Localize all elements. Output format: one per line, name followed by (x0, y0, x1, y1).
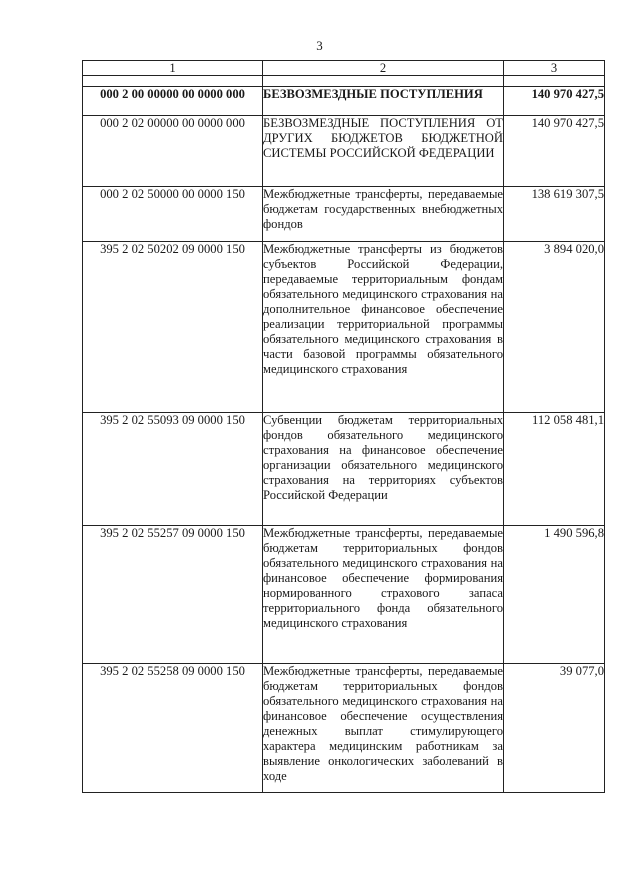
budget-code: 000 2 00 00000 00 0000 000 (83, 87, 263, 116)
revenue-name-text: Межбюджетные трансферты, передаваемые бюджетам территориальных фондов обязательного медицинского страхования на финансовое обеспечение осуществления денежных выплат стимулирующего характера медицинским работникам за выявление онкологических заболеваний в ходе (263, 664, 503, 783)
revenue-sum: 112 058 481,1 (504, 413, 605, 526)
revenue-name (263, 664, 504, 793)
table-row (83, 187, 605, 242)
revenue-name: Межбюджетные трансферты из бюджетов субъектов Российской Федерации, передаваемые территориальным фондам обязательного медицинского страхования на дополнительное финансовое обеспечение реализации территориальной программы обязательного медицинского страхования в части базовой программы обязательного медицинского страхования (263, 242, 504, 413)
budget-code: 395 2 02 50202 09 0000 150 (83, 242, 263, 413)
table-row (83, 116, 605, 187)
table-row (83, 413, 605, 526)
table-spacer-row (83, 76, 605, 87)
table-row (83, 526, 605, 664)
revenue-sum: 140 970 427,5 (504, 87, 605, 116)
table-row (83, 242, 605, 413)
column-number-2: 2 (263, 61, 504, 76)
revenue-name: Межбюджетные трансферты, передаваемые бюджетам государственных внебюджетных фондов (263, 187, 504, 242)
budget-code: 395 2 02 55257 09 0000 150 (83, 526, 263, 664)
revenue-sum: 3 894 020,0 (504, 242, 605, 413)
revenue-name: БЕЗВОЗМЕЗДНЫЕ ПОСТУПЛЕНИЯ (263, 87, 504, 116)
revenue-sum: 140 970 427,5 (504, 116, 605, 187)
budget-code: 395 2 02 55093 09 0000 150 (83, 413, 263, 526)
table-row (83, 87, 605, 116)
revenue-name: Субвенции бюджетам территориальных фондов обязательного медицинского страхования на финансовое обеспечение организации обязательного медицинского страхования на территориях субъектов Российской Федерации (263, 413, 504, 526)
table-row (83, 664, 605, 793)
column-number-1: 1 (83, 61, 263, 76)
revenue-sum: 138 619 307,5 (504, 187, 605, 242)
budget-code: 000 2 02 00000 00 0000 000 (83, 116, 263, 187)
budget-code: 000 2 02 50000 00 0000 150 (83, 187, 263, 242)
table-header-row (83, 61, 605, 76)
revenue-table (82, 60, 605, 793)
revenue-sum: 39 077,0 (504, 664, 605, 793)
page-number: 3 (316, 38, 323, 53)
revenue-sum: 1 490 596,8 (504, 526, 605, 664)
column-number-3: 3 (504, 61, 605, 76)
revenue-name: Межбюджетные трансферты, передаваемые бюджетам территориальных фондов обязательного медицинского страхования на финансовое обеспечение формирования нормированного страхового запаса территориального фонда обязательного медицинского страхования (263, 526, 504, 664)
revenue-name: БЕЗВОЗМЕЗДНЫЕ ПОСТУПЛЕНИЯ ОТ ДРУГИХ БЮДЖЕТОВ БЮДЖЕТНОЙ СИСТЕМЫ РОССИЙСКОЙ ФЕДЕРАЦИИ (263, 116, 504, 187)
budget-code: 395 2 02 55258 09 0000 150 (83, 664, 263, 793)
